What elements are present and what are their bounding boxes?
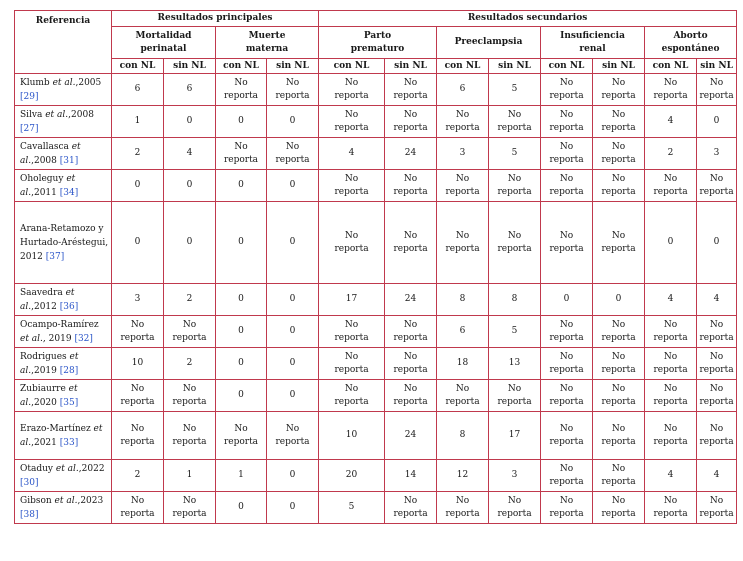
- reference-cell: [15, 316, 112, 348]
- reference-text: et al.: [20, 423, 103, 448]
- value-cell: No reporta: [164, 316, 216, 348]
- con-nl-header: con NL: [645, 59, 697, 74]
- value-cell: 0: [216, 284, 267, 316]
- value-cell: No reporta: [112, 316, 164, 348]
- value-cell: No reporta: [593, 492, 645, 524]
- value-cell: 24: [385, 284, 437, 316]
- value-cell: 17: [319, 284, 385, 316]
- reference-text: Saavedra: [20, 287, 66, 298]
- value-cell: 5: [489, 138, 541, 170]
- value-cell: No reporta: [437, 106, 489, 138]
- reference-text: 2012: [33, 301, 60, 312]
- reference-text: Zubiaurre: [20, 383, 69, 394]
- value-cell: No reporta: [112, 380, 164, 412]
- value-cell: No reporta: [697, 74, 737, 106]
- value-cell: 6: [164, 74, 216, 106]
- value-cell: 0: [267, 380, 319, 412]
- group-header-line: perinatal: [140, 43, 187, 54]
- table-row: [15, 74, 737, 106]
- value-cell: 5: [489, 316, 541, 348]
- value-cell: 6: [437, 74, 489, 106]
- value-cell: No reporta: [319, 74, 385, 106]
- sin-nl-header: sin NL: [164, 59, 216, 74]
- reference-cell: [15, 170, 112, 202]
- value-cell: 5: [319, 492, 385, 524]
- reference-text: 2008: [33, 155, 60, 166]
- value-cell: 0: [216, 380, 267, 412]
- value-cell: No reporta: [541, 348, 593, 380]
- value-cell: No reporta: [216, 412, 267, 460]
- value-cell: 3: [697, 138, 737, 170]
- value-cell: No reporta: [385, 74, 437, 106]
- value-cell: No reporta: [319, 348, 385, 380]
- value-cell: No reporta: [267, 74, 319, 106]
- value-cell: No reporta: [319, 380, 385, 412]
- reference-text: et al.: [20, 383, 78, 408]
- value-cell: No reporta: [645, 348, 697, 380]
- value-cell: 0: [267, 284, 319, 316]
- value-cell: No reporta: [593, 460, 645, 492]
- value-cell: No reporta: [385, 106, 437, 138]
- value-cell: No reporta: [697, 492, 737, 524]
- reference-text: et al.: [20, 173, 76, 198]
- value-cell: 8: [489, 284, 541, 316]
- group-header-line: Parto: [363, 30, 392, 41]
- value-cell: No reporta: [645, 74, 697, 106]
- secundarios-header: Resultados secundarios: [319, 11, 737, 27]
- table-row: [15, 138, 737, 170]
- reference-text: ,: [75, 77, 79, 88]
- value-cell: 0: [164, 170, 216, 202]
- value-cell: No reporta: [216, 74, 267, 106]
- table-row: [15, 412, 737, 460]
- group-header-line: espontáneo: [661, 43, 720, 54]
- reference-text: 2020: [33, 397, 60, 408]
- value-cell: 0: [164, 202, 216, 284]
- table-row: [15, 460, 737, 492]
- reference-text: Ocampo-Ramírez: [20, 319, 99, 330]
- value-cell: 0: [267, 348, 319, 380]
- reference-text: Otaduy: [20, 463, 56, 474]
- value-cell: 0: [112, 170, 164, 202]
- reference-cell: [15, 284, 112, 316]
- citation-link[interactable]: [34]: [59, 187, 79, 198]
- value-cell: No reporta: [267, 138, 319, 170]
- value-cell: 6: [112, 74, 164, 106]
- value-cell: No reporta: [489, 170, 541, 202]
- reference-cell: [15, 138, 112, 170]
- value-cell: No reporta: [267, 412, 319, 460]
- value-cell: 8: [437, 284, 489, 316]
- reference-text: et al.: [54, 495, 78, 506]
- reference-text: Silva: [20, 109, 46, 120]
- value-cell: 24: [385, 412, 437, 460]
- value-cell: 10: [112, 348, 164, 380]
- reference-text: ,: [31, 187, 34, 198]
- con-nl-header: con NL: [112, 59, 164, 74]
- reference-text: et al.: [52, 77, 76, 88]
- reference-text: 2021: [33, 437, 60, 448]
- value-cell: No reporta: [437, 492, 489, 524]
- value-cell: 2: [112, 460, 164, 492]
- reference-text: Rodrigues: [20, 351, 70, 362]
- reference-text: et al.: [20, 287, 75, 312]
- table-row: [15, 380, 737, 412]
- reference-text: ,: [68, 109, 72, 120]
- sin-nl-header: sin NL: [593, 59, 645, 74]
- value-cell: No reporta: [112, 412, 164, 460]
- value-cell: No reporta: [645, 170, 697, 202]
- value-cell: No reporta: [319, 202, 385, 284]
- group-header-line: Aborto: [673, 30, 708, 41]
- value-cell: No reporta: [541, 316, 593, 348]
- value-cell: 4: [319, 138, 385, 170]
- value-cell: 8: [437, 412, 489, 460]
- citation-link[interactable]: [31]: [59, 155, 79, 166]
- value-cell: 0: [216, 316, 267, 348]
- reference-text: ,: [31, 397, 34, 408]
- value-cell: No reporta: [697, 316, 737, 348]
- value-cell: No reporta: [697, 412, 737, 460]
- value-cell: 0: [112, 202, 164, 284]
- value-cell: No reporta: [541, 202, 593, 284]
- value-cell: No reporta: [593, 380, 645, 412]
- value-cell: 5: [489, 74, 541, 106]
- group-header-muerte-materna: [216, 27, 319, 59]
- table-row: [15, 492, 737, 524]
- reference-text: et al.: [20, 141, 81, 166]
- citation-link[interactable]: [35]: [59, 397, 79, 408]
- value-cell: 0: [697, 202, 737, 284]
- value-cell: No reporta: [645, 316, 697, 348]
- value-cell: 0: [541, 284, 593, 316]
- value-cell: No reporta: [541, 492, 593, 524]
- group-header-line: renal: [579, 43, 606, 54]
- value-cell: No reporta: [593, 412, 645, 460]
- value-cell: No reporta: [541, 74, 593, 106]
- value-cell: No reporta: [593, 74, 645, 106]
- value-cell: 0: [267, 106, 319, 138]
- table-row: [15, 348, 737, 380]
- value-cell: 0: [216, 202, 267, 284]
- value-cell: No reporta: [593, 170, 645, 202]
- value-cell: 3: [489, 460, 541, 492]
- reference-text: ,: [77, 495, 81, 506]
- group-header-line: Muerte: [248, 30, 286, 41]
- value-cell: No reporta: [541, 138, 593, 170]
- value-cell: No reporta: [697, 348, 737, 380]
- citation-link[interactable]: [37]: [45, 251, 65, 262]
- value-cell: 0: [267, 492, 319, 524]
- value-cell: No reporta: [489, 492, 541, 524]
- value-cell: No reporta: [385, 380, 437, 412]
- value-cell: 18: [437, 348, 489, 380]
- con-nl-header: con NL: [319, 59, 385, 74]
- referencia-header: Referencia: [15, 11, 112, 74]
- citation-link[interactable]: [30]: [20, 477, 39, 488]
- value-cell: 2: [645, 138, 697, 170]
- value-cell: 13: [489, 348, 541, 380]
- value-cell: No reporta: [489, 202, 541, 284]
- reference-text: 2023: [80, 495, 104, 506]
- principales-header: Resultados principales: [112, 11, 319, 27]
- group-header-parto-prematuro: [319, 27, 437, 59]
- value-cell: 4: [697, 284, 737, 316]
- reference-text: et al.: [45, 109, 69, 120]
- value-cell: No reporta: [112, 492, 164, 524]
- value-cell: No reporta: [164, 492, 216, 524]
- value-cell: No reporta: [319, 170, 385, 202]
- reference-text: ,: [78, 463, 82, 474]
- table-row: [15, 284, 737, 316]
- citation-link[interactable]: [29]: [20, 91, 39, 102]
- value-cell: 3: [437, 138, 489, 170]
- reference-cell: [15, 380, 112, 412]
- value-cell: No reporta: [645, 380, 697, 412]
- value-cell: No reporta: [385, 316, 437, 348]
- value-cell: No reporta: [385, 492, 437, 524]
- group-header-line: Preeclampsia: [454, 37, 523, 47]
- value-cell: 0: [164, 106, 216, 138]
- value-cell: 4: [645, 460, 697, 492]
- value-cell: No reporta: [541, 170, 593, 202]
- table-row: [15, 106, 737, 138]
- value-cell: 0: [267, 202, 319, 284]
- value-cell: 1: [112, 106, 164, 138]
- con-nl-header: con NL: [216, 59, 267, 74]
- value-cell: 0: [216, 106, 267, 138]
- value-cell: No reporta: [645, 492, 697, 524]
- value-cell: 0: [593, 284, 645, 316]
- table-row: [15, 316, 737, 348]
- value-cell: 20: [319, 460, 385, 492]
- reference-cell: [15, 460, 112, 492]
- table-row: [15, 202, 737, 284]
- reference-text: Erazo-Martínez: [20, 423, 94, 434]
- value-cell: No reporta: [385, 202, 437, 284]
- group-header-insuficiencia-renal: [541, 27, 645, 59]
- value-cell: 0: [216, 492, 267, 524]
- value-cell: No reporta: [437, 202, 489, 284]
- value-cell: 0: [645, 202, 697, 284]
- value-cell: No reporta: [645, 412, 697, 460]
- group-header-line: Insuficiencia: [560, 30, 625, 41]
- value-cell: No reporta: [164, 380, 216, 412]
- table-row: [15, 170, 737, 202]
- group-header-line: Mortalidad: [135, 30, 192, 41]
- reference-text: 2019: [45, 333, 75, 344]
- citation-link[interactable]: [27]: [20, 123, 39, 134]
- citation-link[interactable]: [32]: [74, 333, 93, 344]
- value-cell: No reporta: [541, 412, 593, 460]
- value-cell: 1: [216, 460, 267, 492]
- citation-link[interactable]: [36]: [59, 301, 79, 312]
- value-cell: 0: [267, 316, 319, 348]
- reference-text: et al.: [55, 463, 79, 474]
- value-cell: No reporta: [164, 412, 216, 460]
- sin-nl-header: sin NL: [489, 59, 541, 74]
- reference-cell: [15, 348, 112, 380]
- reference-cell: [15, 106, 112, 138]
- reference-text: ,: [42, 333, 46, 344]
- reference-text: Klumb: [20, 77, 53, 88]
- value-cell: 2: [164, 284, 216, 316]
- citation-link[interactable]: [33]: [59, 437, 79, 448]
- reference-text: ,: [31, 301, 34, 312]
- reference-cell: [15, 202, 112, 284]
- value-cell: 17: [489, 412, 541, 460]
- value-cell: 3: [112, 284, 164, 316]
- con-nl-header: con NL: [541, 59, 593, 74]
- value-cell: No reporta: [541, 106, 593, 138]
- value-cell: No reporta: [593, 316, 645, 348]
- citation-link[interactable]: [28]: [59, 365, 79, 376]
- reference-text: 2005: [78, 77, 102, 88]
- value-cell: 0: [267, 460, 319, 492]
- value-cell: No reporta: [319, 316, 385, 348]
- value-cell: No reporta: [541, 460, 593, 492]
- reference-text: Arana-Retamozo y Hurtado-Aréstegui, 2012: [20, 223, 109, 262]
- reference-cell: [15, 412, 112, 460]
- value-cell: 4: [164, 138, 216, 170]
- value-cell: 1: [164, 460, 216, 492]
- reference-text: ,: [31, 155, 34, 166]
- value-cell: No reporta: [319, 106, 385, 138]
- con-nl-header: con NL: [437, 59, 489, 74]
- value-cell: 4: [645, 284, 697, 316]
- value-cell: No reporta: [216, 138, 267, 170]
- reference-text: 2019: [33, 365, 60, 376]
- reference-cell: [15, 74, 112, 106]
- value-cell: No reporta: [593, 138, 645, 170]
- sin-nl-header: sin NL: [267, 59, 319, 74]
- value-cell: 4: [645, 106, 697, 138]
- value-cell: No reporta: [385, 348, 437, 380]
- reference-text: 2022: [81, 463, 105, 474]
- group-header-preeclampsia: [437, 27, 541, 59]
- value-cell: 4: [697, 460, 737, 492]
- reference-text: 2011: [33, 187, 60, 198]
- value-cell: No reporta: [593, 348, 645, 380]
- value-cell: 2: [112, 138, 164, 170]
- value-cell: 14: [385, 460, 437, 492]
- value-cell: No reporta: [697, 170, 737, 202]
- reference-text: 2008: [71, 109, 94, 120]
- value-cell: 0: [216, 170, 267, 202]
- citation-link[interactable]: [38]: [20, 509, 39, 520]
- value-cell: 10: [319, 412, 385, 460]
- reference-text: ,: [31, 365, 34, 376]
- group-header-aborto-espontaneo: [645, 27, 737, 59]
- value-cell: 0: [267, 170, 319, 202]
- value-cell: No reporta: [385, 170, 437, 202]
- value-cell: No reporta: [437, 380, 489, 412]
- reference-cell: [15, 492, 112, 524]
- value-cell: No reporta: [437, 170, 489, 202]
- reference-text: et al.: [20, 351, 79, 376]
- group-header-line: materna: [245, 43, 289, 54]
- value-cell: 6: [437, 316, 489, 348]
- value-cell: 2: [164, 348, 216, 380]
- value-cell: No reporta: [697, 380, 737, 412]
- sin-nl-header: sin NL: [697, 59, 737, 74]
- reference-text: Oholeguy: [20, 173, 67, 184]
- value-cell: No reporta: [593, 106, 645, 138]
- value-cell: No reporta: [489, 106, 541, 138]
- reference-text: Gibson: [20, 495, 55, 506]
- results-table: [14, 10, 737, 524]
- value-cell: No reporta: [593, 202, 645, 284]
- value-cell: 0: [697, 106, 737, 138]
- results-table-container: [14, 10, 737, 524]
- reference-text: Cavallasca: [20, 141, 72, 152]
- value-cell: No reporta: [489, 380, 541, 412]
- value-cell: 0: [216, 348, 267, 380]
- sin-nl-header: sin NL: [385, 59, 437, 74]
- group-header-mortalidad-perinatal: [112, 27, 216, 59]
- value-cell: 12: [437, 460, 489, 492]
- value-cell: No reporta: [541, 380, 593, 412]
- reference-text: et al.: [20, 333, 43, 344]
- value-cell: 24: [385, 138, 437, 170]
- reference-text: ,: [31, 437, 34, 448]
- group-header-line: prematuro: [350, 43, 405, 54]
